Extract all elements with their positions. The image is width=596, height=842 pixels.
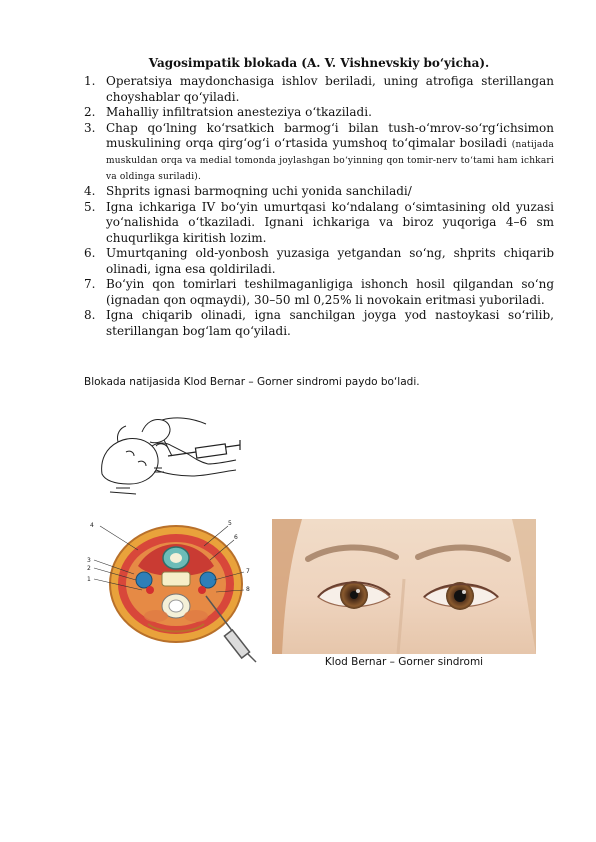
list-item (84, 277, 554, 308)
step-number: 6. (84, 246, 96, 260)
list-item (84, 121, 554, 185)
page-title: Vagosimpatik blokada (A. V. Vishnevskiy bo‘yicha). (148, 56, 490, 70)
list-item (84, 105, 554, 121)
step-text: Operatsiya maydonchasiga ishlov beriladi, uning atrofiga sterillangan choyshablar qo‘yiladi. (106, 74, 554, 104)
step-text: Shprits ignasi barmoqning uchi yonida sanchiladi/ (106, 184, 412, 198)
step-number: 7. (84, 277, 96, 291)
step-text: Igna ichkariga IV bo‘yin umurtqasi ko‘ndalang o‘simtasining old yuzasi yo‘nalishida o‘tkaziladi. Ignani ichkariga va biroz yuqoriga 4–6 sm chuqurlikga kiritish lozim. (106, 199, 554, 245)
step-number: 5. (84, 199, 96, 214)
list-item (84, 246, 554, 277)
step-number: 2. (84, 105, 96, 119)
step-note: (natijada muskuldan orqa va medial tomonda joylashgan bo‘yinning qon tomir-nerv to‘tami ham ichkari va oldinga suriladi). (106, 140, 554, 182)
conclusion-text: Blokada natijasida Klod Bernar – Gorner sindromi paydo bo‘ladi. (84, 376, 420, 388)
step-number: 1. (84, 74, 96, 88)
list-item (84, 74, 554, 105)
photo-caption: Klod Bernar – Gorner sindromi (324, 656, 484, 668)
injection-illustration (96, 412, 252, 500)
figure-label: 3 (87, 557, 91, 564)
step-text: Chap qo‘lning ko‘rsatkich barmog‘i bilan tush-o‘mrov-so‘rg‘ichsimon muskulining orqa qirg‘og‘i o‘rtasida yumshoq to‘qimalar bosiladi (106, 120, 554, 150)
neck-cross-section-illustration (86, 516, 266, 666)
list-item (84, 308, 554, 339)
step-text: Umurtqaning old-yonbosh yuzasiga yetgandan so‘ng, shprits chiqarib olinadi, igna esa qoldiriladi. (106, 246, 554, 276)
list-item (84, 184, 554, 200)
procedure-steps-list (84, 74, 554, 339)
step-number: 3. (84, 120, 96, 135)
figure-label: 1 (87, 576, 91, 583)
step-text: Mahalliy infiltratsion anesteziya o‘tkaziladi. (106, 105, 372, 119)
step-number: 4. (84, 184, 96, 198)
step-text: Igna chiqarib olinadi, igna sanchilgan joyga yod nastoykasi so‘rilib, sterillangan bog‘lam qo‘yiladi. (106, 308, 554, 338)
figure-label: 6 (234, 534, 238, 541)
list-item (84, 200, 554, 247)
figure-label: 4 (90, 522, 94, 529)
eyes-photo (272, 519, 536, 654)
figure-label: 7 (246, 568, 250, 575)
step-number: 8. (84, 308, 96, 322)
step-text: Bo‘yin qon tomirlari teshilmaganligiga ishonch hosil qilgandan so‘ng (ignadan qon oqmaydi), 30–50 ml 0,25% li novokain eritmasi yuboriladi. (106, 277, 554, 307)
figure-label: 5 (228, 520, 232, 527)
figure-label: 2 (87, 565, 91, 572)
figure-label: 8 (246, 586, 250, 593)
